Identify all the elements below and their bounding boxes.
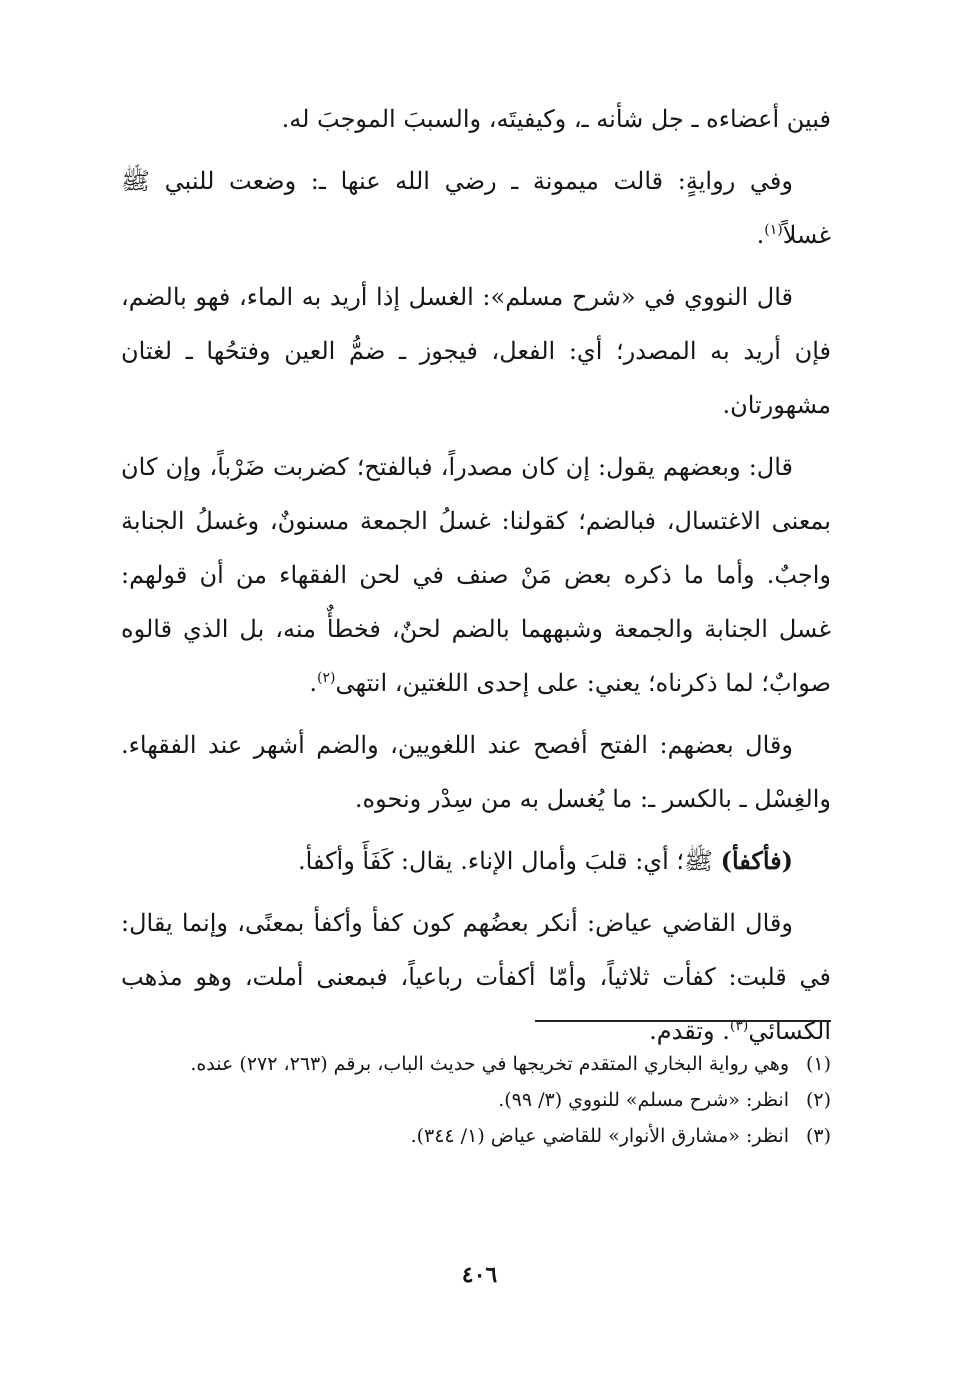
paragraph-5 (121, 718, 831, 826)
footnote-2 (121, 1082, 831, 1118)
paragraph-4-end: . (309, 669, 317, 697)
footnote-2-text: انظر: «شرح مسلم» للنووي (٣/ ٩٩). (498, 1089, 789, 1111)
footnote-2-number: (٢) (805, 1089, 831, 1111)
footnote-ref-1: (١) (764, 222, 783, 238)
footnote-separator (535, 1020, 831, 1022)
paragraph-4-text: قال: وبعضهم يقول: إن كان مصدراً، فبالفتح؛ كضربت ضَرْباً، وإن كان بمعنى الاغتسال، فبالضم؛ كقولنا: غسلُ الجمعة مسنونٌ، وغسلُ الجنابة واجبٌ. وأما ما ذكره بعض مَنْ صنف في لحن الفقهاء من أن قولهم: غسل الجنابة والجمعة وشبههما بالضم لحنٌ، فخطأٌ منه، بل الذي قالوه صوابٌ؛ لما ذكرناه؛ يعني: على إحدى اللغتين، انتهى (121, 453, 831, 697)
paragraph-1 (121, 92, 831, 146)
paragraph-6-text: ﷺ؛ أي: قلبَ وأمال الإناء. يقال: كَفَأَ وأكفأ. (298, 847, 721, 875)
main-text (121, 92, 831, 1066)
page-number: ٤٠٦ (461, 1262, 498, 1288)
paragraph-7-end: . وتقدم. (649, 1017, 730, 1045)
footnote-3-text: انظر: «مشارق الأنوار» للقاضي عياض (١/ ٣٤٤). (410, 1125, 789, 1147)
paragraph-3-text: قال النووي في «شرح مسلم»: الغسل إذا أريد به الماء، فهو بالضم، فإن أريد به المصدر؛ أي: الفعل، فيجوز ـ ضمُّ العين وفتحُها ـ لغتان مشهورتان. (121, 283, 831, 419)
paragraph-3 (121, 270, 831, 432)
footnotes (121, 1046, 831, 1154)
paragraph-5-text: وقال بعضهم: الفتح أفصح عند اللغويين، والضم أشهر عند الفقهاء. والغِسْل ـ بالكسر ـ: ما يُغسل به من سِدْر ونحوه. (121, 731, 831, 813)
footnote-1 (121, 1046, 831, 1082)
footnote-1-number: (١) (805, 1053, 831, 1075)
quoted-term: (فأكفأ) (720, 846, 793, 875)
paragraph-1-text: فبين أعضاءه ـ جل شأنه ـ، وكيفيتَه، والسببَ الموجبَ له. (281, 105, 831, 133)
paragraph-2-text: وفي روايةٍ: قالت ميمونة ـ رضي الله عنها ـ: وضعت للنبي ﷺ غسلاً (121, 167, 831, 249)
footnote-ref-2: (٢) (317, 670, 336, 686)
footnote-3-number: (٣) (805, 1125, 831, 1147)
footnote-ref-3: (٣) (729, 1018, 749, 1034)
paragraph-2 (121, 154, 831, 262)
footnote-3 (121, 1118, 831, 1154)
paragraph-7 (121, 896, 831, 1058)
footnote-1-text: وهي رواية البخاري المتقدم تخريجها في حديث الباب، برقم (٢٦٣، ٢٧٢) عنده. (190, 1053, 789, 1075)
paragraph-7-text: وقال القاضي عياض: أنكر بعضُهم كون كفأ وأكفأ بمعنًى، وإنما يقال: في قلبت: كفأت ثلاثياً، وأمّا أكفأت رباعياً، فبمعنى أملت، وهو مذهب الكسائي (121, 909, 831, 1045)
paragraph-6 (121, 834, 831, 888)
paragraph-4 (121, 440, 831, 710)
paragraph-2-end: . (756, 221, 765, 249)
